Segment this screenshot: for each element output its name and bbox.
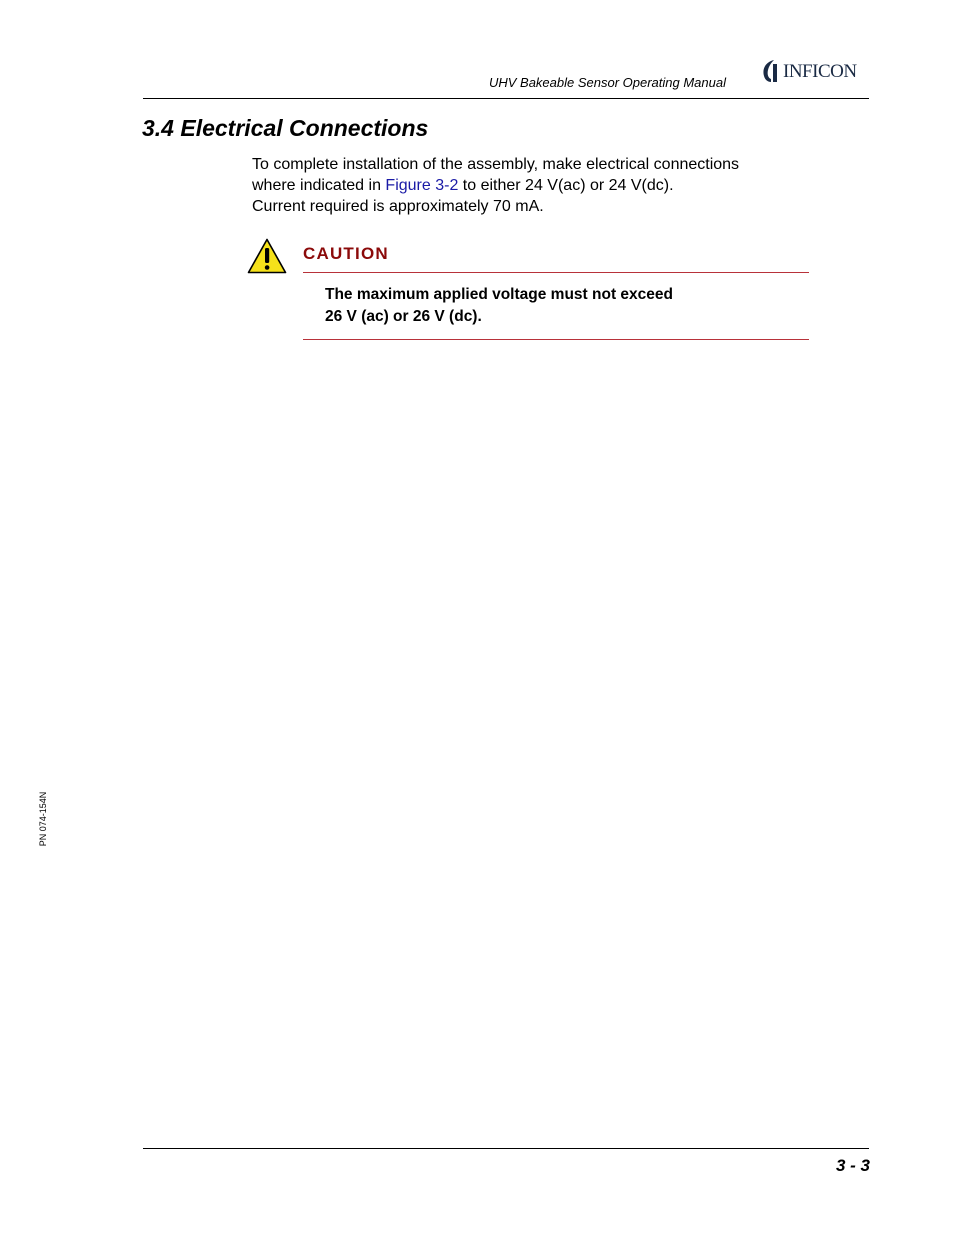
inficon-logo xyxy=(760,58,872,84)
paragraph-line-2 xyxy=(252,175,812,196)
caution-rule-bottom xyxy=(303,339,809,340)
footer-rule xyxy=(143,1148,869,1149)
caution-line-2: 26 V (ac) or 26 V (dc). xyxy=(325,308,482,325)
manual-title: UHV Bakeable Sensor Operating Manual xyxy=(488,75,726,90)
logo-text: INFICON xyxy=(783,61,857,82)
body-paragraph xyxy=(252,154,812,217)
figure-3-2-link[interactable]: Figure 3-2 xyxy=(385,177,459,194)
paragraph-line-1: To complete installation of the assembly, make electrical connections xyxy=(252,156,740,173)
paragraph-line-2-after: to either 24 V(ac) or 24 V(dc). xyxy=(458,177,674,194)
paragraph-line-3: Current required is approximately 70 mA. xyxy=(252,198,544,215)
inficon-logo-icon xyxy=(760,58,784,84)
warning-triangle-icon xyxy=(247,238,287,274)
section-heading: 3.4 Electrical Connections xyxy=(142,115,429,141)
paragraph-line-2-before: where indicated in xyxy=(252,177,386,194)
caution-text xyxy=(325,284,795,328)
part-number: PN 074-154N xyxy=(38,791,48,847)
page-number: 3 - 3 xyxy=(835,1156,870,1175)
caution-line-1: The maximum applied voltage must not exceed xyxy=(325,286,673,303)
header-rule xyxy=(143,98,869,99)
caution-label: CAUTION xyxy=(303,244,389,263)
caution-rule-top xyxy=(303,272,809,273)
